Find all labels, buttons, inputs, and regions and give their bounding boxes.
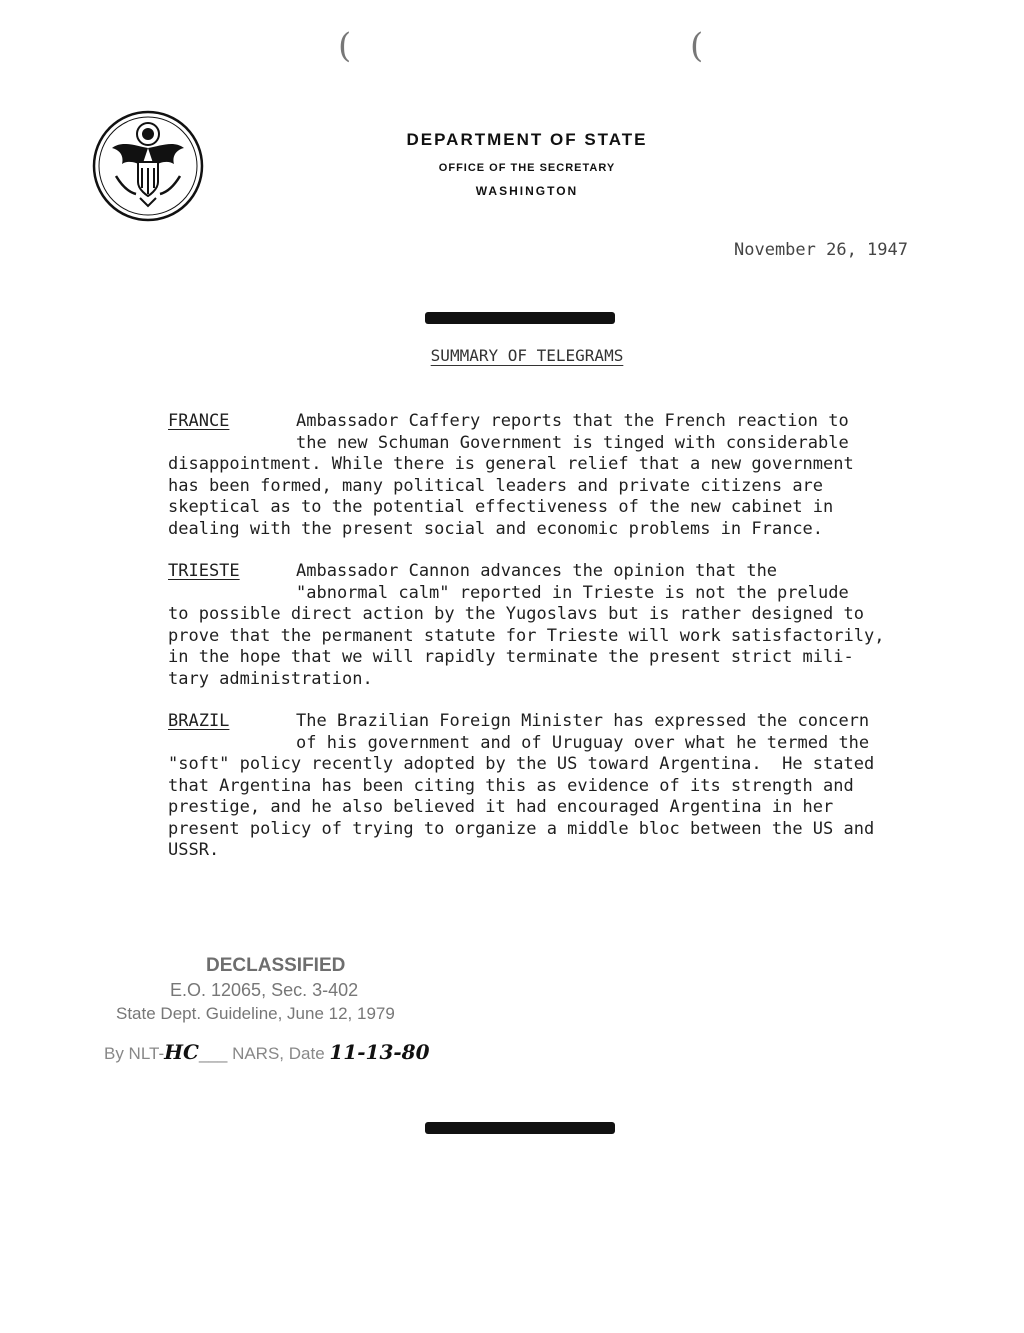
- section-first-line: Ambassador Cannon advances the opinion that the: [296, 561, 778, 581]
- city-title: WASHINGTON: [475, 184, 579, 198]
- section-line: in the hope that we will rapidly terminate the present strict mili-: [168, 647, 854, 667]
- section-label: FRANCE: [168, 411, 230, 431]
- section-line: prove that the permanent statute for Trieste will work satisfactorily,: [168, 625, 885, 646]
- section-label: BRAZIL: [168, 711, 230, 731]
- redaction-bar-bottom: [425, 1122, 615, 1134]
- letter-date: November 26, 1947: [734, 240, 908, 260]
- punch-mark-right: (: [690, 26, 704, 66]
- section-line: "soft" policy recently adopted by the US toward Argentina. He stated: [168, 754, 875, 774]
- stamp-eo: E.O. 12065, Sec. 3-402: [170, 980, 359, 1000]
- stamp-initials: HC: [164, 1040, 199, 1064]
- section-first-line: The Brazilian Foreign Minister has expressed the concern: [296, 711, 870, 731]
- section-france: [168, 411, 918, 540]
- section-brazil: [168, 711, 918, 862]
- section-line: USSR.: [168, 840, 220, 860]
- section-first-line: Ambassador Caffery reports that the French reaction to: [296, 411, 849, 431]
- stamp-by-prefix: By NLT-: [104, 1044, 165, 1063]
- section-line: to possible direct action by the Yugoslavs but is rather designed to: [168, 604, 864, 624]
- section-line: skeptical as to the potential effectiveness of the new cabinet in: [168, 497, 834, 517]
- section-line: dealing with the present social and economic problems in France.: [168, 518, 824, 539]
- stamp-byline: By NLT-HC___ NARS, Date 11-13-80: [104, 1040, 430, 1064]
- section-line: disappointment. While there is general relief that a new government: [168, 454, 854, 474]
- section-line: of his government and of Uruguay over what he termed the: [296, 732, 870, 753]
- stamp-nars: NARS, Date: [232, 1044, 325, 1063]
- stamp-guideline: State Dept. Guideline, June 12, 1979: [116, 1004, 395, 1023]
- redaction-bar-top: [425, 312, 615, 324]
- stamp-handwritten-date: 11-13-80: [329, 1040, 430, 1064]
- section-line: has been formed, many political leaders and private citizens are: [168, 475, 824, 496]
- section-trieste: [168, 561, 918, 690]
- section-line: "abnormal calm" reported in Trieste is not the prelude: [296, 582, 849, 603]
- document-heading: SUMMARY OF TELEGRAMS: [430, 346, 624, 365]
- punch-mark-left: (: [338, 26, 352, 66]
- section-line: prestige, and he also believed it had encouraged Argentina in her: [168, 797, 834, 817]
- section-line: that Argentina has been citing this as evidence of its strength and: [168, 775, 854, 796]
- great-seal-icon: [92, 110, 204, 222]
- department-title: DEPARTMENT OF STATE: [406, 130, 648, 149]
- office-title: OFFICE OF THE SECRETARY: [438, 162, 616, 174]
- stamp-declassified: DECLASSIFIED: [206, 955, 346, 976]
- section-line: present policy of trying to organize a middle bloc between the US and: [168, 818, 875, 839]
- section-label: TRIESTE: [168, 561, 240, 581]
- section-line: tary administration.: [168, 668, 373, 689]
- section-line: the new Schuman Government is tinged with considerable: [296, 432, 849, 453]
